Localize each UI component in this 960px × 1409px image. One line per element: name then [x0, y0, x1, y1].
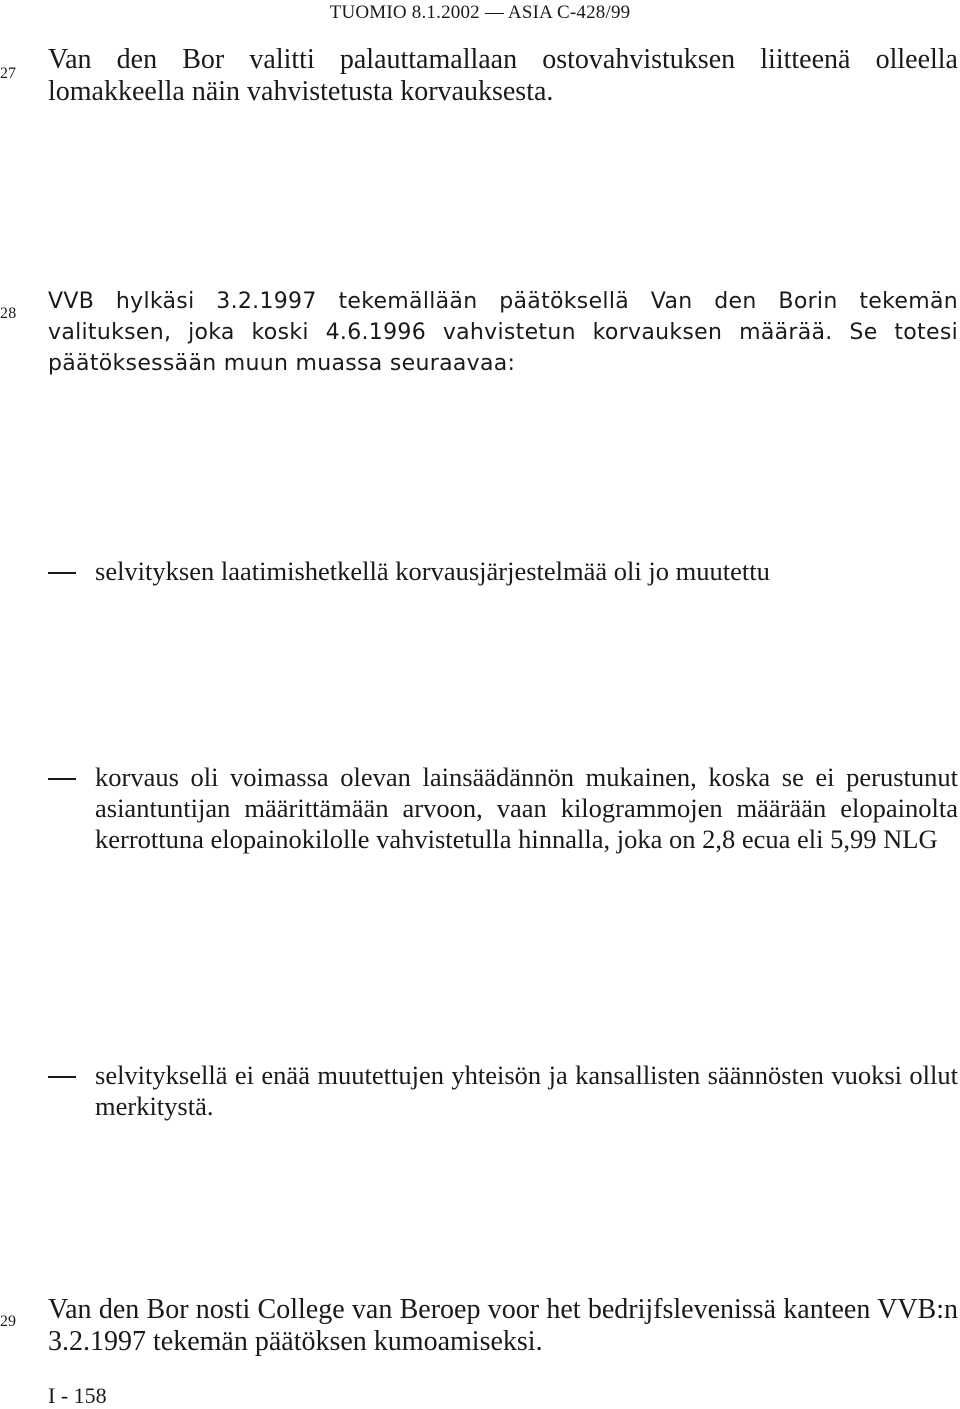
paragraph-number: 29: [0, 1313, 16, 1330]
page-number: I - 158: [48, 1383, 107, 1408]
paragraph-text: Van den Bor valitti palauttamallaan ostovahvistuksen liitteenä olleella lomakkeella näin vahvistetusta korvauksesta.: [48, 44, 958, 107]
dash-item-text: selvityksen laatimishetkellä korvausjärjestelmää oli jo muutettu: [95, 556, 770, 586]
paragraph-text: VVB hylkäsi 3.2.1997 tekemällään päätöksellä Van den Borin tekemän valituksen, joka koski 4.6.1996 vahvistetun korvauksen määrää. Se totesi päätöksessään muun muassa seuraavaa:: [48, 289, 958, 376]
dash-list-item: [48, 556, 958, 587]
paragraph-number: 27: [0, 65, 16, 82]
dash-item-text: selvityksellä ei enää muutettujen yhteisön ja kansallisten säännösten vuoksi ollut merkitystä.: [95, 1060, 958, 1121]
dash-list-item: [48, 1060, 958, 1122]
dash-list-item: [48, 762, 958, 855]
paragraph-27: [0, 44, 958, 108]
paragraph-text: Van den Bor nosti College van Beroep voor het bedrijfslevenissä kanteen VVB:n 3.2.1997 tekemän päätöksen kumoamiseksi.: [48, 1294, 958, 1357]
paragraph-28: [0, 286, 958, 379]
dash-item-text: korvaus oli voimassa olevan lainsäädännön mukainen, koska se ei perustunut asiantuntijan määrittämään arvoon, vaan kilogrammojen määrään elopainolta kerrottuna elopainokilolle vahvistetulla hinnalla, joka on 2,8 ecua eli 5,99 NLG: [95, 762, 958, 854]
paragraph-29: [0, 1294, 958, 1358]
running-header: [0, 2, 960, 24]
paragraph-number: 28: [0, 305, 17, 322]
running-header-title: TUOMIO 8.1.2002 — ASIA C-428/99: [329, 2, 631, 23]
